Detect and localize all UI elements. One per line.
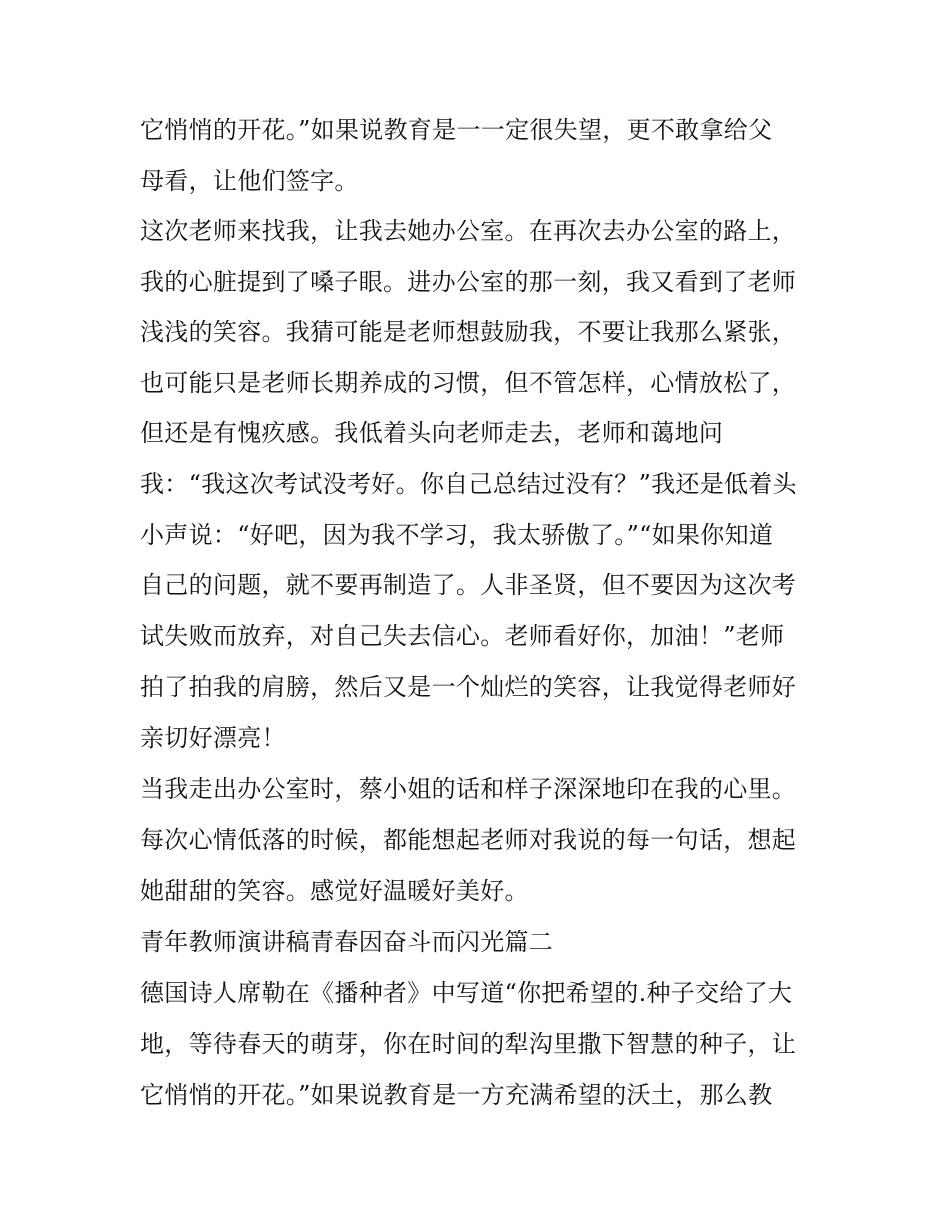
text-line: 也可能只是老师长期养成的习惯，但不管怎样，心情放松了，: [140, 369, 797, 397]
text-line: 这次老师来找我，让我去她办公室。在再次去办公室的路上，: [140, 217, 797, 245]
text-line: 当我走出办公室时，蔡小姐的话和样子深深地印在我的心里。: [140, 775, 797, 803]
text-line: 但还是有愧疚感。我低着头向老师走去，老师和蔼地问: [140, 419, 724, 447]
text-line: 试失败而放弃，对自己失去信心。老师看好你，加油！”老师: [140, 622, 785, 650]
text-line: 母看，让他们签字。: [140, 167, 359, 195]
text-line: 自己的问题，就不要再制造了。人非圣贤，但不要因为这次考: [140, 571, 797, 599]
text-line: 浅浅的笑容。我猜可能是老师想鼓励我，不要让我那么紧张，: [140, 318, 797, 346]
text-line: 每次心情低落的时候，都能想起老师对我说的每一句话，想起: [140, 826, 797, 854]
text-line: 我的心脏提到了嗓子眼。进办公室的那一刻，我又看到了老师: [140, 268, 797, 296]
text-line: 我：“我这次考试没考好。你自己总结过没有？”我还是低着头: [140, 470, 797, 498]
text-line: 它悄悄的开花。”如果说教育是一一定很失望，更不敢拿给父: [140, 116, 773, 144]
text-line: 亲切好漂亮！: [140, 724, 286, 752]
text-line: 拍了拍我的肩膀，然后又是一个灿烂的笑容，让我觉得老师好: [140, 673, 797, 701]
text-line: 她甜甜的笑容。感觉好温暖好美好。: [140, 877, 529, 905]
text-line: 它悄悄的开花。”如果说教育是一方充满希望的沃土，那么教: [140, 1081, 773, 1109]
section-heading: 青年教师演讲稿青春因奋斗而闪光篇二: [140, 928, 554, 956]
text-line: 小声说：“好吧，因为我不学习，我太骄傲了。”“如果你知道: [140, 521, 774, 549]
text-line: 德国诗人席勒在《播种者》中写道“你把希望的.种子交给了大: [140, 979, 793, 1007]
text-line: 地，等待春天的萌芽，你在时间的犁沟里撒下智慧的种子，让: [140, 1030, 797, 1058]
